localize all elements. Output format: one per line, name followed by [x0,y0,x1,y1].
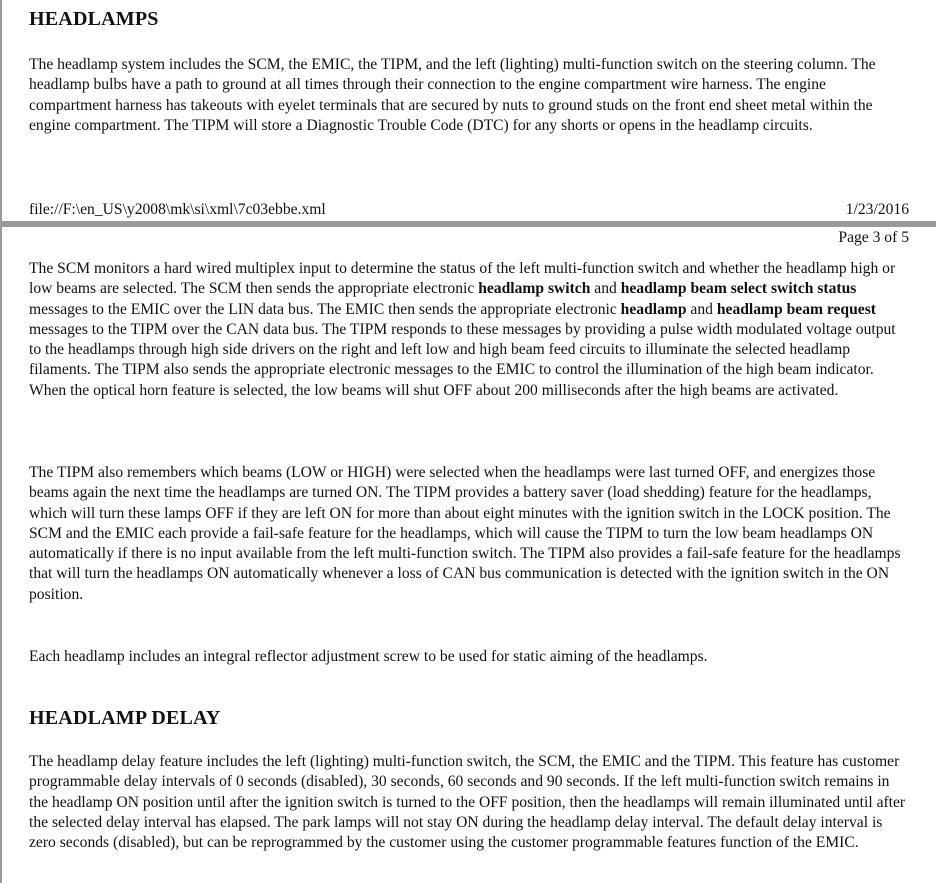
text-run: and [686,300,717,318]
section-heading-headlamp-delay: HEADLAMP DELAY [29,707,221,729]
footer-date: 1/23/2016 [845,201,909,218]
section-heading-headlamps: HEADLAMPS [29,8,159,30]
text-run: messages to the EMIC over the LIN data bus. The EMIC then sends the appropriate electronic [29,300,621,318]
paragraph-adjustment-screw: Each headlamp includes an integral reflector adjustment screw to be used for static aiming of the headlamps. [29,648,708,665]
text-run: and [590,280,621,298]
bold-term: headlamp beam request [716,300,876,318]
bold-term: headlamp beam select switch status [620,280,857,298]
paragraph-headlamp-delay: The headlamp delay feature includes the left (lighting) multi-function switch, the SCM, the EMIC and the TIPM. This feature has customer programmable delay intervals of 0 seconds (disabled), 30 seconds, 60 seconds and 90 seconds. If the left multi-function switch remains in the headlamp ON position until after the ignition switch is turned to the OFF position, then the headlamps will remain illuminated until after the selected delay interval has elapsed. The park lamps will not stay ON during the headlamp delay interval. The default delay interval is zero seconds (disabled), but can be reprogrammed by the customer using the customer programmable features function of the EMIC. [29,753,906,852]
page-footer [29,201,909,219]
text-run: messages to the TIPM over the CAN data bus. The TIPM responds to these messages by providing a pulse width modulated voltage output to the headlamps through high side drivers on the right and left low and high beam feed circuits to illuminate the selected headlamp filaments. The TIPM also sends the appropriate electronic messages to the EMIC to control the illumination of the high beam indicator. When the optical horn feature is selected, the low beams will shut OFF about 200 milliseconds after the high beams are activated. [29,320,896,399]
footer-file-path: file://F:\en_US\y2008\mk\si\xml\7c03ebbe.xml [29,201,326,218]
paragraph-tipm-memory: The TIPM also remembers which beams (LOW or HIGH) were selected when the headlamps were last turned OFF, and energizes those beams again the next time the headlamps are turned ON. The TIPM provides a battery saver (load shedding) feature for the headlamps, which will turn these lamps OFF if they are left ON for more than about eight minutes with the ignition switch in the LOCK position. The SCM and the EMIC each provide a fail-safe feature for the headlamps, which will cause the TIPM to turn the low beam headlamps ON automatically if there is no input available from the left multi-function switch. The TIPM also provides a fail-safe feature for the headlamps that will turn the headlamps ON automatically whenever a loss of CAN bus communication is detected with the ignition switch in the ON position. [29,464,901,603]
bold-term: headlamp [620,300,687,318]
paragraph-scm-monitoring [29,259,909,401]
page-break-divider [0,221,936,227]
paragraph-headlamp-system: The headlamp system includes the SCM, the EMIC, the TIPM, and the left (lighting) multi-function switch on the steering column. The headlamp bulbs have a path to ground at all times through their connection to the engine compartment wire harness. The engine compartment harness has takeouts with eyelet terminals that are secured by nuts to ground studs on the front end sheet metal within the engine compartment. The TIPM will store a Diagnostic Trouble Code (DTC) for any shorts or opens in the headlamp circuits. [29,56,876,134]
page-edge [0,0,2,883]
text-run: The SCM monitors a hard wired multiplex input to determine the status of the left multi-function switch and whether the headlamp high or low beams are selected. The SCM then sends the appropriate electronic [29,260,896,298]
page-number: Page 3 of 5 [838,229,909,246]
bold-term: headlamp switch [478,280,591,298]
